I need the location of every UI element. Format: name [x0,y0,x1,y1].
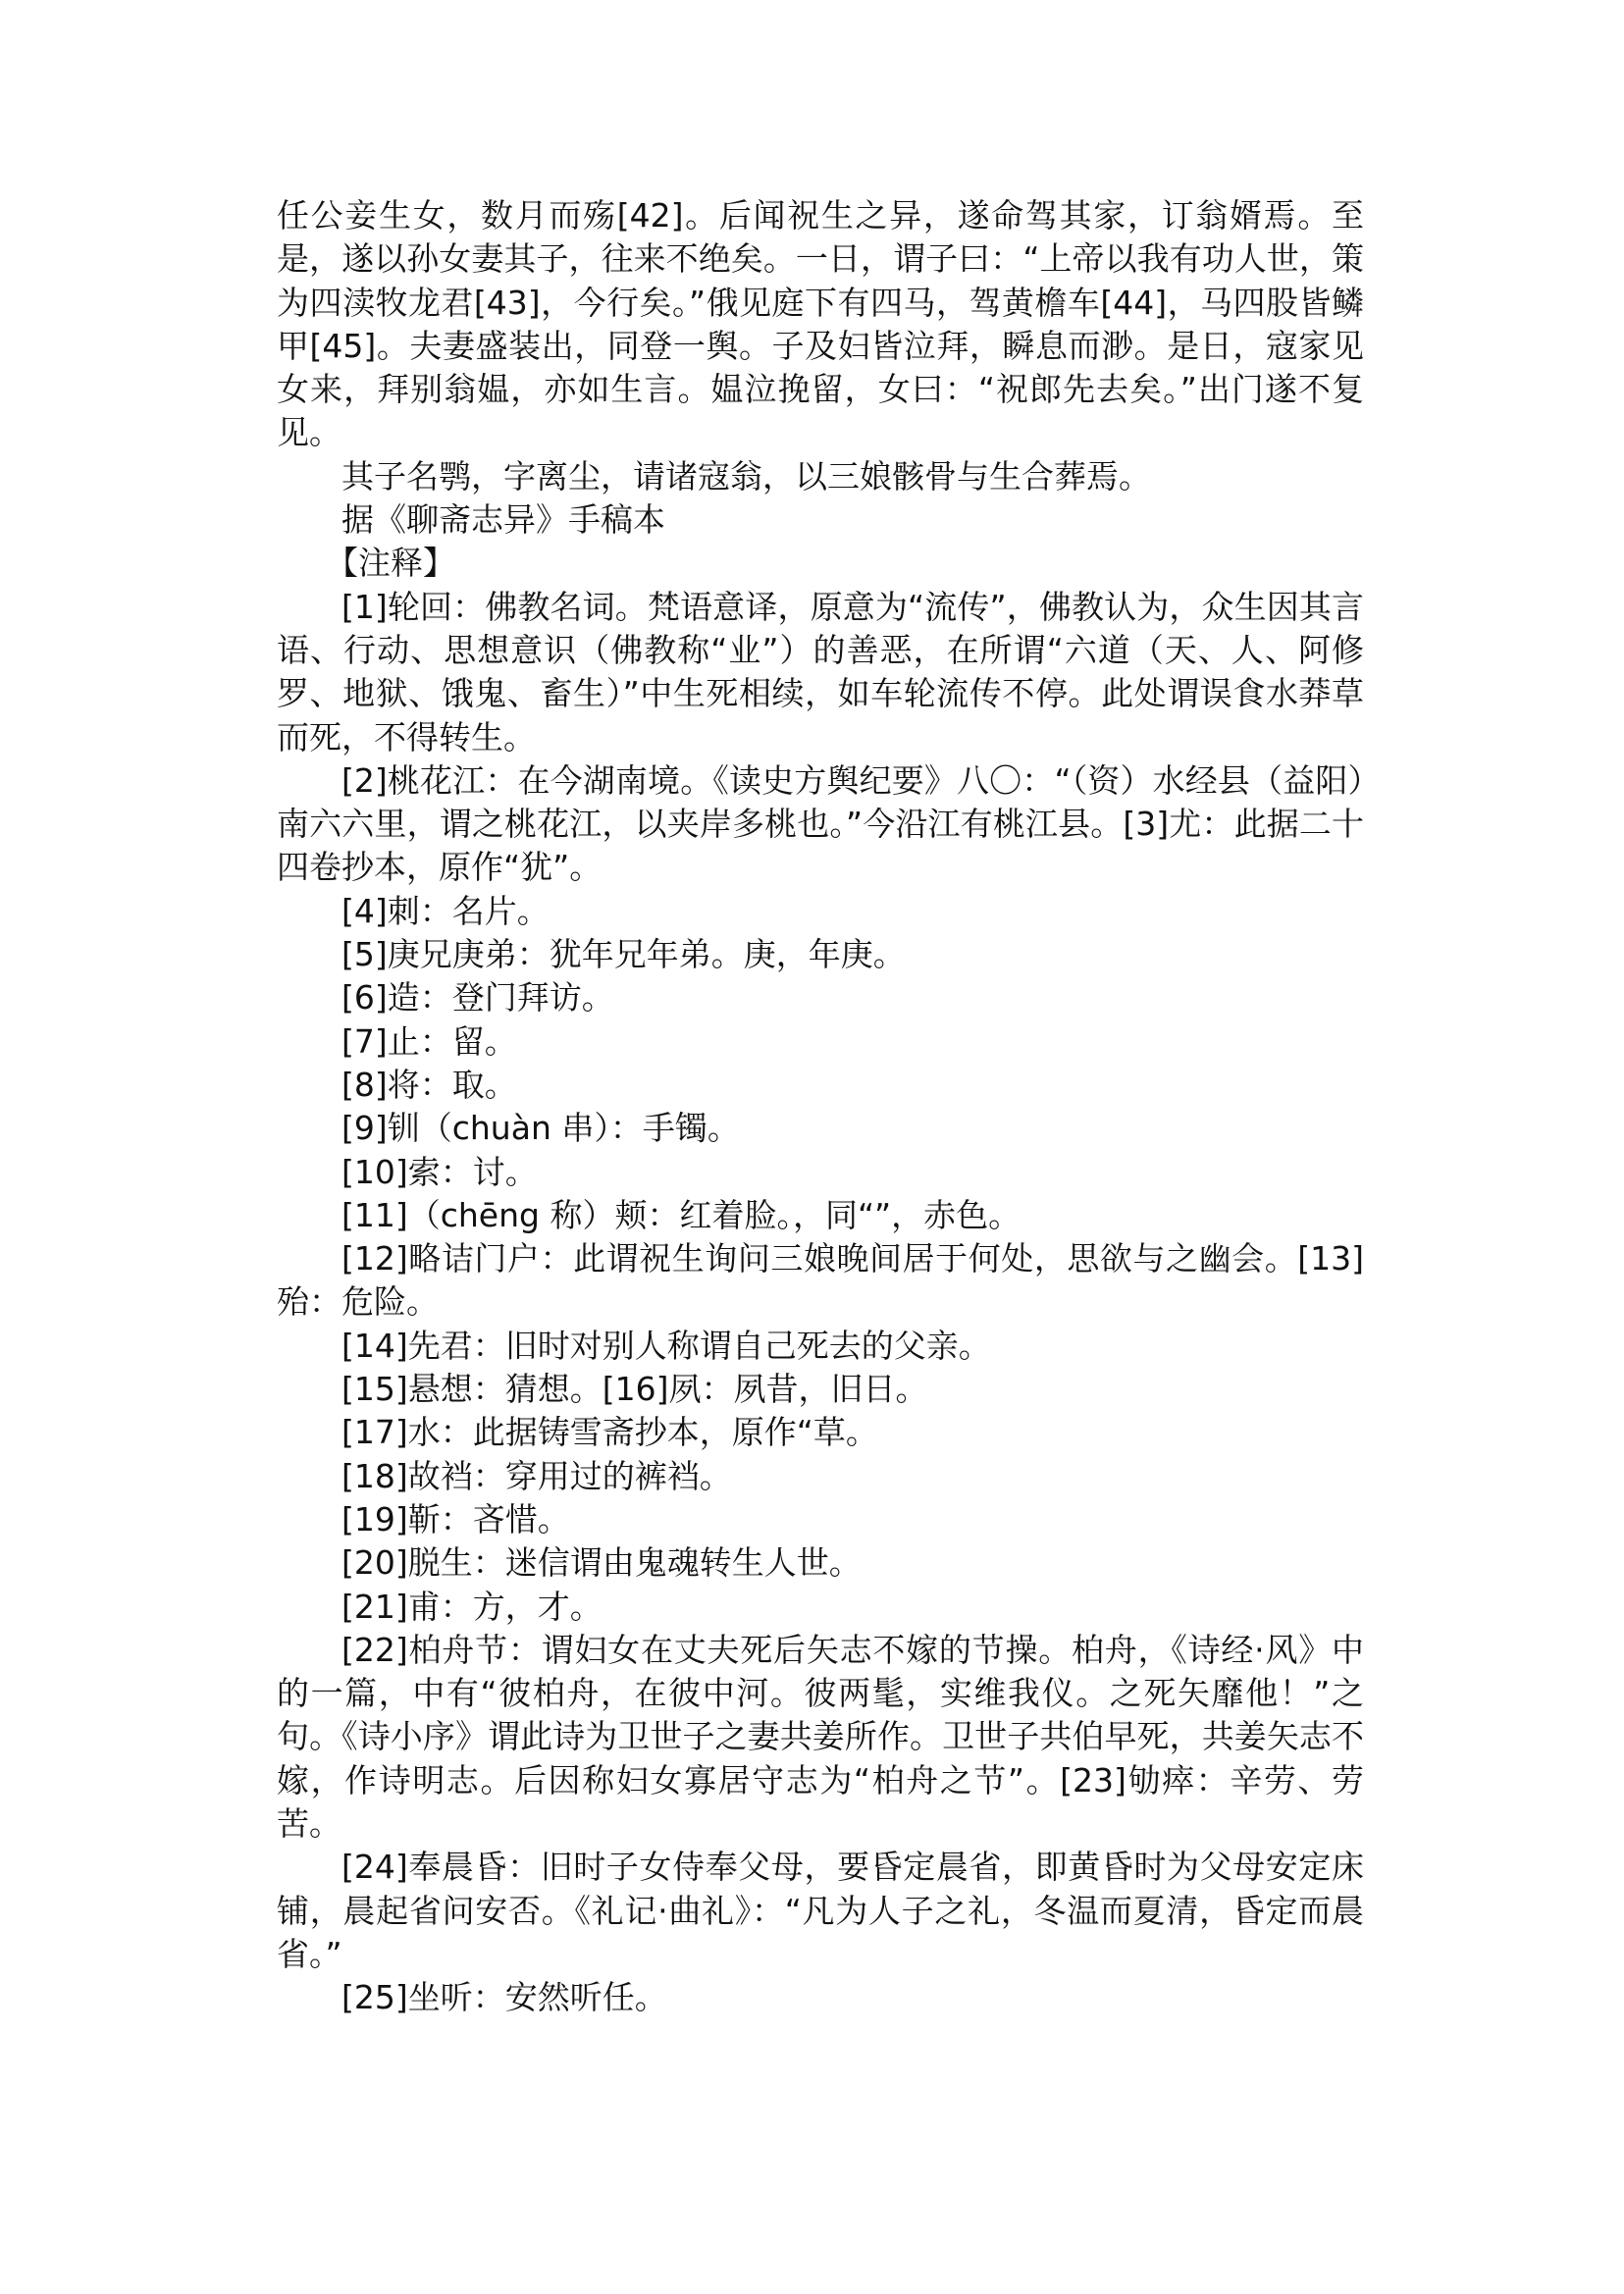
note-item: [14]先君：旧时对别人称谓自己死去的父亲。 [341,1326,991,1365]
note-item: [7]止：留。 [341,1021,517,1061]
note-item: [24]奉晨昏：旧时子女侍奉父母，要昏定晨省，即黄昏时为父母安定床铺，晨起省问安否。《礼记·曲礼》：“凡为人子之礼，冬温而夏清，昏定而晨省。” [277,1848,1364,1973]
note-item: [20]脱生：迷信谓由鬼魂转生人世。 [341,1543,862,1583]
note-item: [11]（chēng 称）颊：红着脸。，同“”，赤色。 [341,1195,1022,1234]
note-item: [5]庚兄庚弟：犹年兄年弟。庚，年庚。 [341,935,906,974]
note-item: [10]索：讨。 [341,1152,538,1191]
notes-heading: 【注释】 [326,544,455,583]
document-page [277,194,1364,2019]
note-item: [2]桃花江：在今湖南境。《读史方舆纪要》八〇：“（资）水经县（益阳）南六六里，谓之桃花江，以夹岸多桃也。”今沿江有桃江县。[3]尤：此据二十四卷抄本，原作“犹”。 [277,760,1364,887]
note-item: [1]轮回：佛教名词。梵语意译，原意为“流传”，佛教认为，众生因其言语、行动、思想意识（佛教称“业”）的善恶，在所谓“六道（天、人、阿修罗、地狱、饿鬼、畜生）”中生死相续，如车轮流传不停。此处谓误食水莽草而死，不得转生。 [277,587,1364,756]
note-item: [6]造：登门拜访。 [341,978,614,1017]
note-item: [22]柏舟节：谓妇女在丈夫死后矢志不嫁的节操。柏舟，《诗经·风》中的一篇，中有“彼柏舟，在彼中河。彼两髦，实维我仪。之死矢靡他！”之句。《诗小序》谓此诗为卫世子之妻共姜所作。卫世子共伯早死，共姜矢志不嫁，作诗明志。后因称妇女寡居守志为“柏舟之节”。[23]劬瘁：辛劳、劳苦。 [277,1630,1364,1843]
story-paragraph: 任公妾生女，数月而殇[42]。后闻祝生之异，遂命驾其家，订翁婿焉。至是，遂以孙女妻其子，往来不绝矣。一日，谓子曰：“上帝以我有功人世，策为四渎牧龙君[43]，今行矣。”俄见庭下有四马，驾黄檐车[44]，马四股皆鳞甲[45]。夫妻盛装出，同登一舆。子及妇皆泣拜，瞬息而渺。是日，寇家见女来，拜别翁媪，亦如生言。媪泣挽留，女曰：“祝郎先去矣。”出门遂不复见。 [277,196,1364,452]
story-paragraph: 其子名鹗，字离尘，请诸寇翁，以三娘骸骨与生合葬焉。 [341,456,1151,495]
note-item: [25]坐听：安然听任。 [341,1978,667,2017]
source-note: 据《聊斋志异》手稿本 [341,500,665,540]
note-item: [12]略诘门户：此谓祝生询问三娘晚间居于何处，思欲与之幽会。[13]殆：危险。 [277,1239,1364,1322]
note-item: [19]靳：吝惜。 [341,1499,570,1538]
note-item: [4]刺：名片。 [341,891,550,930]
note-item: [21]甫：方，才。 [341,1587,602,1626]
note-item: [9]钏（chuàn 串）：手镯。 [341,1109,740,1148]
note-item: [15]悬想：猜想。[16]夙：夙昔，旧日。 [341,1370,928,1409]
note-item: [18]故裆：穿用过的裤裆。 [341,1456,732,1495]
note-item: [8]将：取。 [341,1065,517,1104]
note-item: [17]水：此据铸雪斋抄本，原作“草。 [341,1413,878,1452]
